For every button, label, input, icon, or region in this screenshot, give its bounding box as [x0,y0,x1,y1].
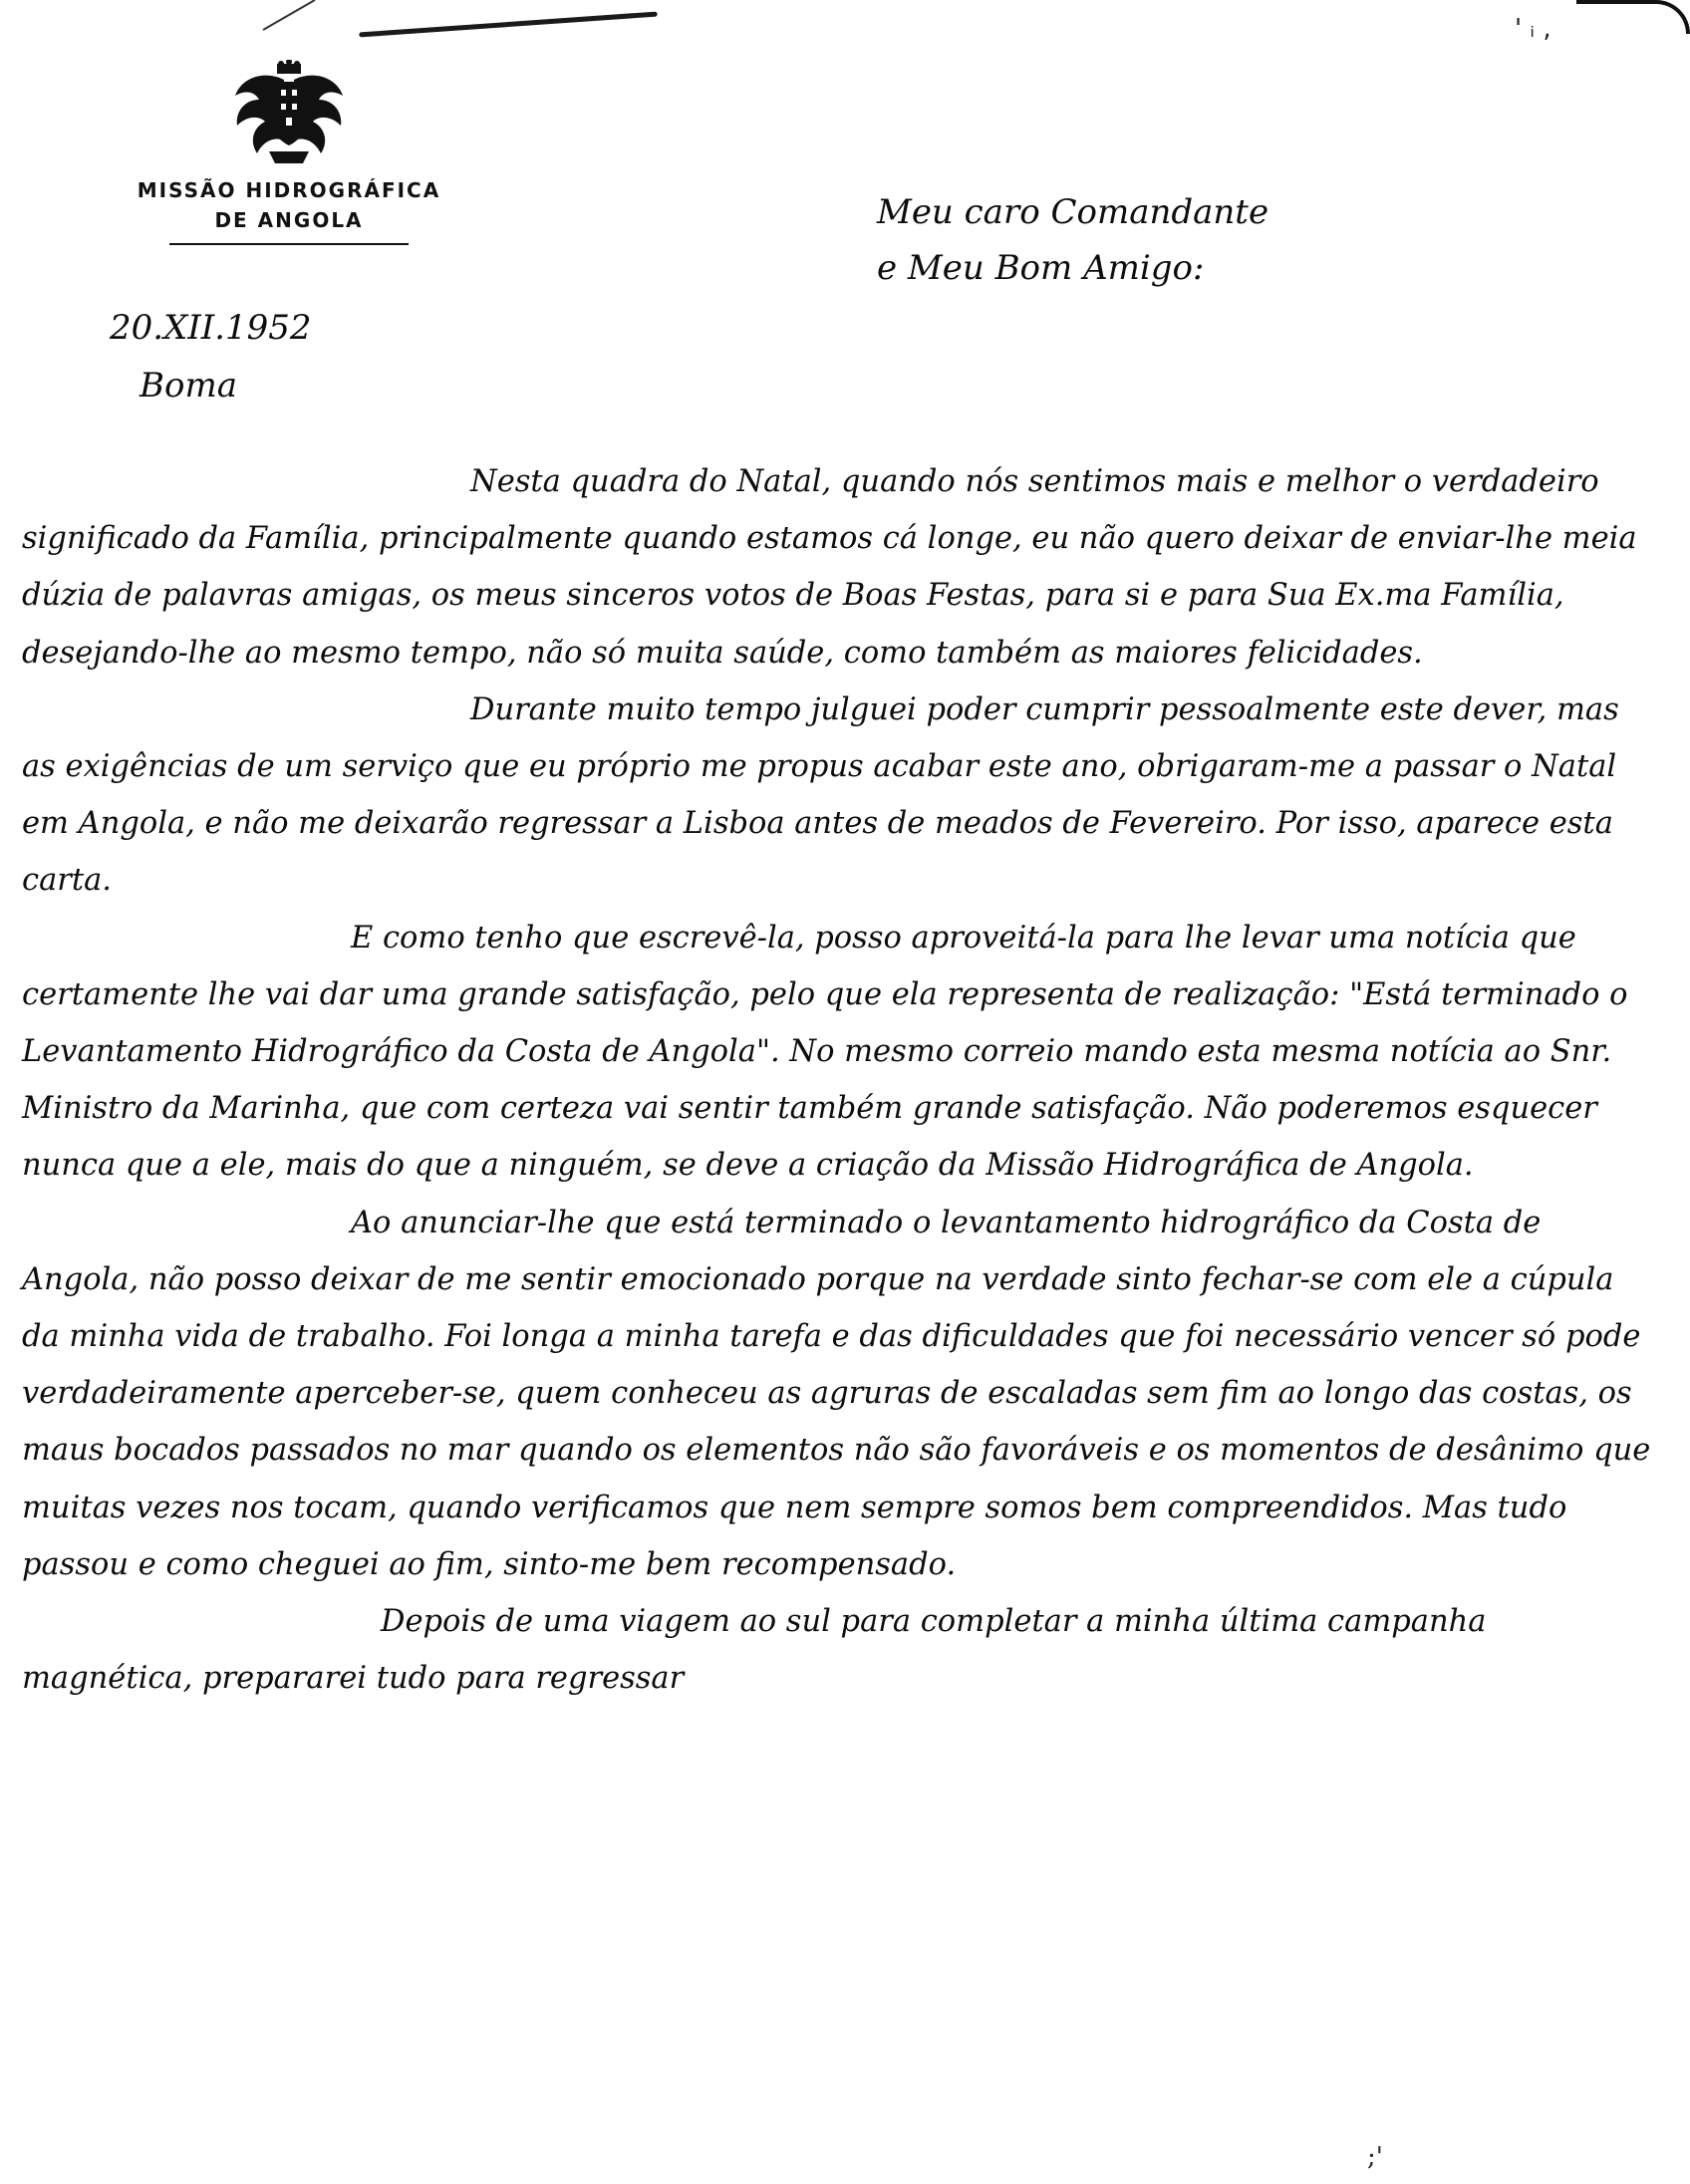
paragraph-text: Nesta quadra do Natal, quando nós sentimos mais e melhor o verdadeiro significado da Família, principalmente quando estamos cá longe, eu não quero deixar de enviar-lhe meia dúzia de palavras amigas, os meus sinceros votos de Boas Festas, para si e para Sua Ex.ma Família, desejando-lhe ao mesmo tempo, não só muita saúde, como também as maiores felicidades. [22,464,1637,671]
paragraph [22,1195,1656,1593]
salutation [877,184,1268,296]
letter-date: 20.XII.1952 [110,308,312,348]
letterhead [110,60,468,245]
paragraph [22,1593,1656,1707]
letterhead-line-2: DE ANGOLA [214,208,364,232]
scan-artifact [263,0,316,31]
scan-artifact [359,12,658,38]
paragraph-text: Durante muito tempo julguei poder cumprir pessoalmente este dever, mas as exigências de um serviço que eu próprio me propus acabar este ano, obrigaram-me a passar o Natal em Angola, e não me deixarão regressar a Lisboa antes de meados de Fevereiro. Por isso, aparece esta carta. [22,691,1619,899]
paragraph [22,453,1656,682]
letterhead-line-1: MISSÃO HIDROGRÁFICA [137,178,441,202]
crest-icon [229,60,349,169]
letter-place: Boma [140,366,237,406]
salutation-line-2: e Meu Bom Amigo: [877,248,1205,288]
letterhead-divider [169,243,409,245]
paragraph [22,682,1656,910]
paragraph-text: Ao anunciar-lhe que está terminado o levantamento hidrográfico da Costa de Angola, não posso deixar de me sentir emocionado porque na verdade sinto fechar-se com ele a cúpula da minha vida de trabalho. Foi longa a minha tarefa e das dificuldades que foi necessário vencer só pode verdadeiramente aperceber-se, quem conheceu as agruras de escaladas sem fim ao longo das costas, os maus bocados passados no mar quando os elementos não são favoráveis e os momentos de desânimo que muitas vezes nos tocam, quando verificamos que nem sempre somos bem compreendidos. Mas tudo passou e como cheguei ao fim, sinto-me bem recompensado. [22,1205,1651,1582]
salutation-line-1: Meu caro Comandante [877,192,1269,232]
scan-artifact: ' ᵢ , [1515,14,1551,44]
paragraph [22,910,1656,1195]
date-block [110,299,311,414]
paragraph-text: Depois de uma viagem ao sul para completar a minha última campanha magnética, prepararei tudo para regressar [22,1604,1487,1697]
letter-body [22,453,1656,1707]
scan-artifact [1576,0,1690,34]
scan-artifact: ;' [1367,2142,1383,2172]
paragraph-text: E como tenho que escrevê-la, posso aproveitá-la para lhe levar uma notícia que certamente lhe vai dar uma grande satisfação, pelo que ela representa de realização: "Está terminado o Levantamento Hidrográfico da Costa de Angola". No mesmo correio mando esta mesma notícia ao Snr. Ministro da Marinha, que com certeza vai sentir também grande satisfação. Não poderemos esquecer nunca que a ele, mais do que a ninguém, se deve a criação da Missão Hidrográfica de Angola. [22,920,1628,1184]
